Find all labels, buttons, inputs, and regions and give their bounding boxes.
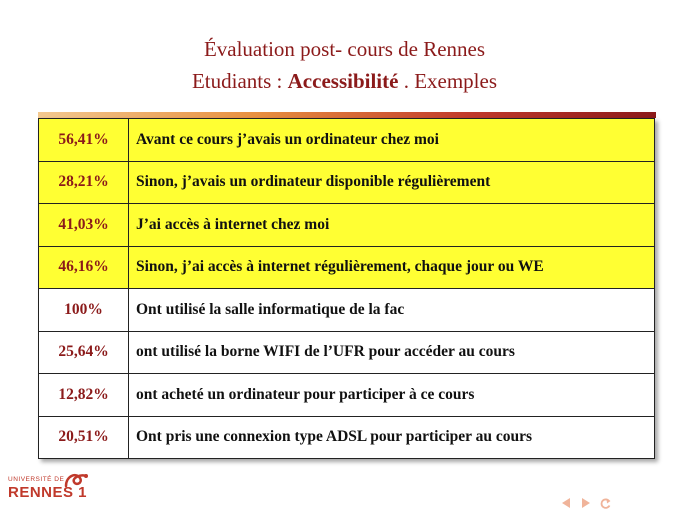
results-table: [38, 118, 655, 459]
description-cell: Ont pris une connexion type ADSL pour participer au cours: [129, 416, 655, 459]
subtitle-prefix: Etudiants :: [191, 69, 288, 93]
previous-slide-button[interactable]: [559, 496, 573, 510]
logo-university-label: UNIVERSITÉ DE: [8, 476, 65, 483]
description-cell: Avant ce cours j’avais un ordinateur chez moi: [129, 119, 655, 162]
slide-title: Évaluation post- cours de Rennes: [203, 37, 486, 61]
next-slide-button[interactable]: [579, 496, 593, 510]
table-row: [39, 204, 655, 247]
description-cell: J’ai accès à internet chez moi: [129, 204, 655, 247]
percent-cell: 41,03%: [39, 204, 129, 247]
description-cell: Ont utilisé la salle informatique de la fac: [129, 289, 655, 332]
percent-cell: 28,21%: [39, 161, 129, 204]
logo-mark-icon: [62, 468, 92, 492]
logo-rennes-label: RENNES 1: [8, 484, 88, 501]
subtitle-bold: Accessibilité: [287, 69, 399, 93]
percent-cell: 25,64%: [39, 331, 129, 374]
description-cell: ont acheté un ordinateur pour participer à ce cours: [129, 374, 655, 417]
return-button[interactable]: [598, 496, 612, 510]
return-arrow-icon: [599, 497, 612, 510]
percent-cell: 100%: [39, 289, 129, 332]
slide-subtitle: [0, 68, 689, 94]
description-cell: Sinon, j’ai accès à internet régulièrement, chaque jour ou WE: [129, 246, 655, 289]
table-row: [39, 161, 655, 204]
triangle-left-icon: [560, 497, 572, 509]
subtitle-suffix: . Exemples: [398, 69, 498, 93]
table-row: [39, 289, 655, 332]
percent-cell: 12,82%: [39, 374, 129, 417]
triangle-right-icon: [580, 497, 592, 509]
description-cell: ont utilisé la borne WIFI de l’UFR pour accéder au cours: [129, 331, 655, 374]
table-row: [39, 246, 655, 289]
table-row: [39, 119, 655, 162]
table-row: [39, 331, 655, 374]
percent-cell: 46,16%: [39, 246, 129, 289]
description-cell: Sinon, j’avais un ordinateur disponible régulièrement: [129, 161, 655, 204]
percent-cell: 56,41%: [39, 119, 129, 162]
table-row: [39, 374, 655, 417]
percent-cell: 20,51%: [39, 416, 129, 459]
table-row: [39, 416, 655, 459]
university-logo: [8, 468, 118, 504]
